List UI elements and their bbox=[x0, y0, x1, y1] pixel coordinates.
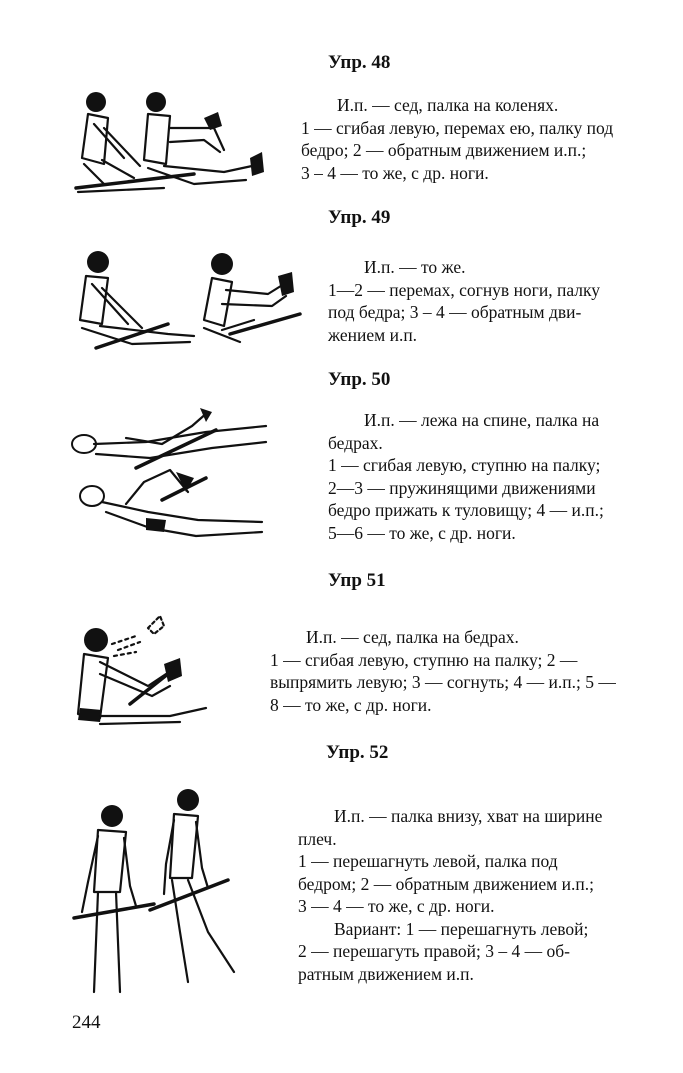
text-line: 3 – 4 — то же, с др. ноги. bbox=[301, 162, 489, 183]
text-line: бедром; 2 — обратным движением и.п.; bbox=[298, 873, 594, 894]
text-line: жением и.п. bbox=[328, 324, 418, 345]
text-line: 3 — 4 — то же, с др. ноги. bbox=[298, 896, 495, 916]
text-line: бедро; 2 — обратным движением и.п.; bbox=[301, 140, 587, 160]
exercise-48-illustration bbox=[74, 88, 270, 200]
text-line: 1 — перешагнуть левой, палка под bbox=[298, 851, 558, 871]
text-line: ратным движением и.п. bbox=[298, 963, 474, 984]
text-line: 5—6 — то же, с др. ноги. bbox=[328, 522, 516, 543]
exercise-52-title: Упр. 52 bbox=[326, 742, 389, 763]
exercise-50-illustration bbox=[66, 408, 272, 548]
text-line: И.п. — то же. bbox=[364, 257, 466, 277]
text-line: 1 — сгибая левую, перемах ею, палку под bbox=[301, 117, 614, 138]
text-line: 8 — то же, с др. ноги. bbox=[270, 694, 432, 715]
text-line: И.п. — сед, палка на бедрах. bbox=[306, 627, 519, 647]
text-line: 2 — перешагуть правой; 3 – 4 — об- bbox=[298, 941, 570, 961]
exercise-52-illustration bbox=[68, 782, 248, 1004]
exercise-48-title: Упр. 48 bbox=[328, 52, 391, 73]
text-line: И.п. — лежа на спине, палка на bbox=[364, 410, 600, 430]
exercise-49-text bbox=[328, 256, 642, 346]
text-line: И.п. — палка внизу, хват на ширине bbox=[334, 806, 603, 826]
text-line: выпрямить левую; 3 — согнуть; 4 — и.п.; 5 — bbox=[270, 672, 616, 692]
text-line: Вариант: 1 — перешагнуть левой; bbox=[334, 918, 589, 939]
text-line: 2—3 — пружинящими движениями bbox=[328, 477, 596, 498]
exercise-52-text bbox=[298, 805, 640, 985]
exercise-51-text bbox=[270, 626, 642, 716]
text-line: И.п. — сед, палка на коленях. bbox=[337, 95, 559, 115]
page-number: 244 bbox=[72, 1012, 101, 1033]
exercise-48-text bbox=[301, 94, 643, 184]
text-line: бедро прижать к туловищу; 4 — и.п.; bbox=[328, 500, 604, 520]
text-line: 1 — сгибая левую, ступню на палку; bbox=[328, 455, 601, 475]
text-line: бедрах. bbox=[328, 432, 383, 453]
exercise-51-illustration bbox=[70, 604, 218, 728]
exercise-49-title: Упр. 49 bbox=[328, 207, 391, 228]
exercise-49-illustration bbox=[72, 244, 306, 354]
exercise-50-text bbox=[328, 409, 642, 544]
text-line: под бедра; 3 – 4 — обратным дви- bbox=[328, 302, 582, 322]
text-line: 1 — сгибая левую, ступню на палку; 2 — bbox=[270, 649, 578, 670]
text-line: плеч. bbox=[298, 828, 337, 849]
exercise-51-title: Упр 51 bbox=[328, 570, 386, 591]
exercise-50-title: Упр. 50 bbox=[328, 369, 391, 390]
text-line: 1—2 — перемах, согнув ноги, палку bbox=[328, 279, 601, 300]
